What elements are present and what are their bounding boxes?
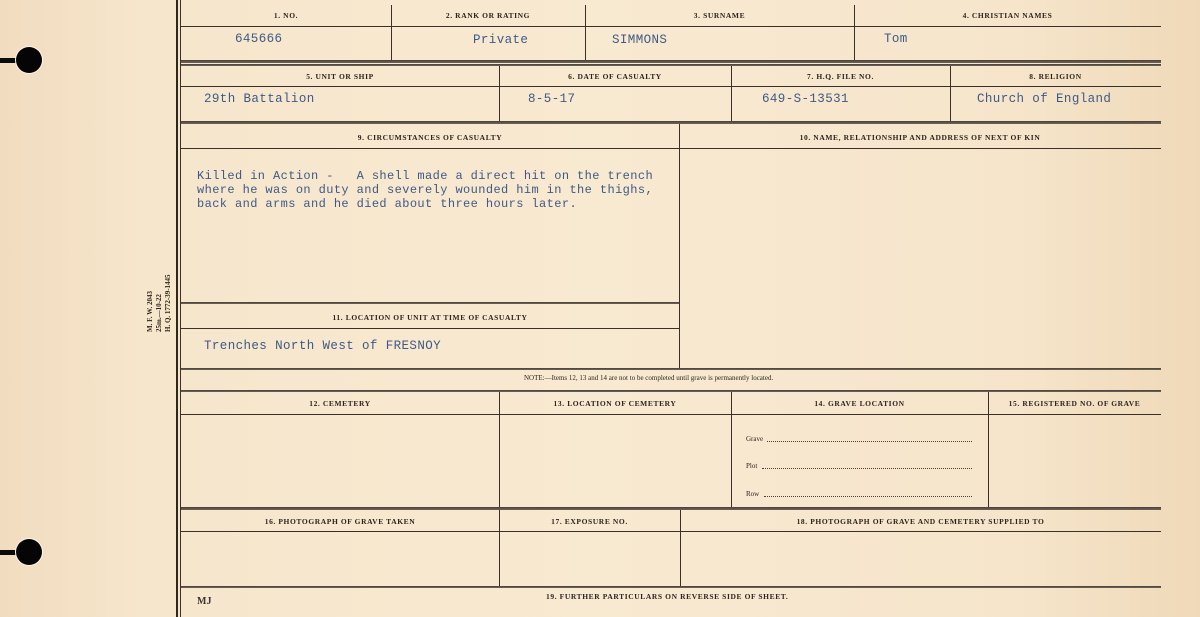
row4-header-rule xyxy=(181,414,1161,415)
religion-value: Church of England xyxy=(977,92,1112,106)
note-text: NOTE:—Items 12, 13 and 14 are not to be completed until grave is permanently located. xyxy=(524,374,774,382)
rank-label: 2. RANK OR RATING xyxy=(445,11,531,20)
binder-hole-top xyxy=(16,47,42,73)
photo-supplied-label: 18. PHOTOGRAPH OF GRAVE AND CEMETERY SUPPLIED TO xyxy=(796,517,1045,526)
binder-hole-bottom xyxy=(16,539,42,565)
row1-header-rule xyxy=(181,26,1161,27)
row2-bottom-rule xyxy=(181,121,1161,124)
unit-value: 29th Battalion xyxy=(204,92,315,106)
initials: MJ xyxy=(197,596,212,607)
file-no-value: 649-S-13531 xyxy=(762,92,849,106)
religion-label: 8. RELIGION xyxy=(1029,72,1082,81)
unit-label: 5. UNIT OR SHIP xyxy=(306,72,374,81)
surname-label: 3. SURNAME xyxy=(693,11,746,20)
row2-top-rule xyxy=(181,64,1161,66)
row4-top-rule xyxy=(181,390,1161,392)
plot-field[interactable] xyxy=(762,468,972,469)
file-no-label: 7. H.Q. FILE NO. xyxy=(807,72,874,81)
grave-location-label: 14. GRAVE LOCATION xyxy=(814,399,905,408)
plot-field-label: Plot xyxy=(746,462,758,470)
form-code: M. F. W. 2043 25m.—10-22 H. Q. 1772-39-1445 xyxy=(146,274,172,332)
date-label: 6. DATE OF CASUALTY xyxy=(568,72,662,81)
row3-bottom-rule xyxy=(181,368,1161,370)
circumstances-line-1: Killed in Action - A shell made a direct hit on the trench xyxy=(197,169,654,183)
no-label: 1. NO. xyxy=(273,11,299,20)
row1-bottom-rule xyxy=(181,60,1161,63)
footer-note: 19. FURTHER PARTICULARS ON REVERSE SIDE OF SHEET. xyxy=(546,592,789,601)
registered-no-label: 15. REGISTERED NO. OF GRAVE xyxy=(1008,399,1141,408)
location-header-rule xyxy=(181,328,679,329)
location-top-rule xyxy=(181,302,679,304)
circumstances-line-3: back and arms and he died about three hours later. xyxy=(197,197,578,211)
left-border-outer xyxy=(176,0,178,617)
location-label: 11. LOCATION OF UNIT AT TIME OF CASUALTY xyxy=(332,313,528,322)
row-field[interactable] xyxy=(764,496,972,497)
surname-value: SIMMONS xyxy=(612,33,668,47)
grave-field[interactable] xyxy=(767,441,972,442)
row4-bottom-rule xyxy=(181,507,1161,510)
no-value: 645666 xyxy=(235,32,283,46)
grave-field-label: Grave xyxy=(746,435,764,443)
exposure-label: 17. EXPOSURE NO. xyxy=(551,517,628,526)
row-field-label: Row xyxy=(746,490,760,498)
christian-names-label: 4. CHRISTIAN NAMES xyxy=(962,11,1053,20)
row3-header-rule xyxy=(181,148,1161,149)
location-value: Trenches North West of FRESNOY xyxy=(204,339,442,353)
circumstances-line-2: where he was on duty and severely wounded him in the thighs, xyxy=(197,183,654,197)
row5-header-rule xyxy=(181,531,1161,532)
cemetery-label: 12. CEMETERY xyxy=(309,399,371,408)
circumstances-label: 9. CIRCUMSTANCES OF CASUALTY xyxy=(357,133,503,142)
row2-header-rule xyxy=(181,86,1161,87)
divider xyxy=(731,392,732,507)
cemetery-location-label: 13. LOCATION OF CEMETERY xyxy=(553,399,677,408)
next-of-kin-label: 10. NAME, RELATIONSHIP AND ADDRESS OF NEXT OF KIN xyxy=(799,133,1041,142)
divider xyxy=(499,392,500,507)
row5-bottom-rule xyxy=(181,586,1161,588)
photo-taken-label: 16. PHOTOGRAPH OF GRAVE TAKEN xyxy=(264,517,416,526)
divider xyxy=(679,124,680,369)
rank-value: Private xyxy=(473,33,529,47)
date-value: 8-5-17 xyxy=(528,92,576,106)
christian-names-value: Tom xyxy=(884,32,908,46)
divider xyxy=(988,392,989,507)
